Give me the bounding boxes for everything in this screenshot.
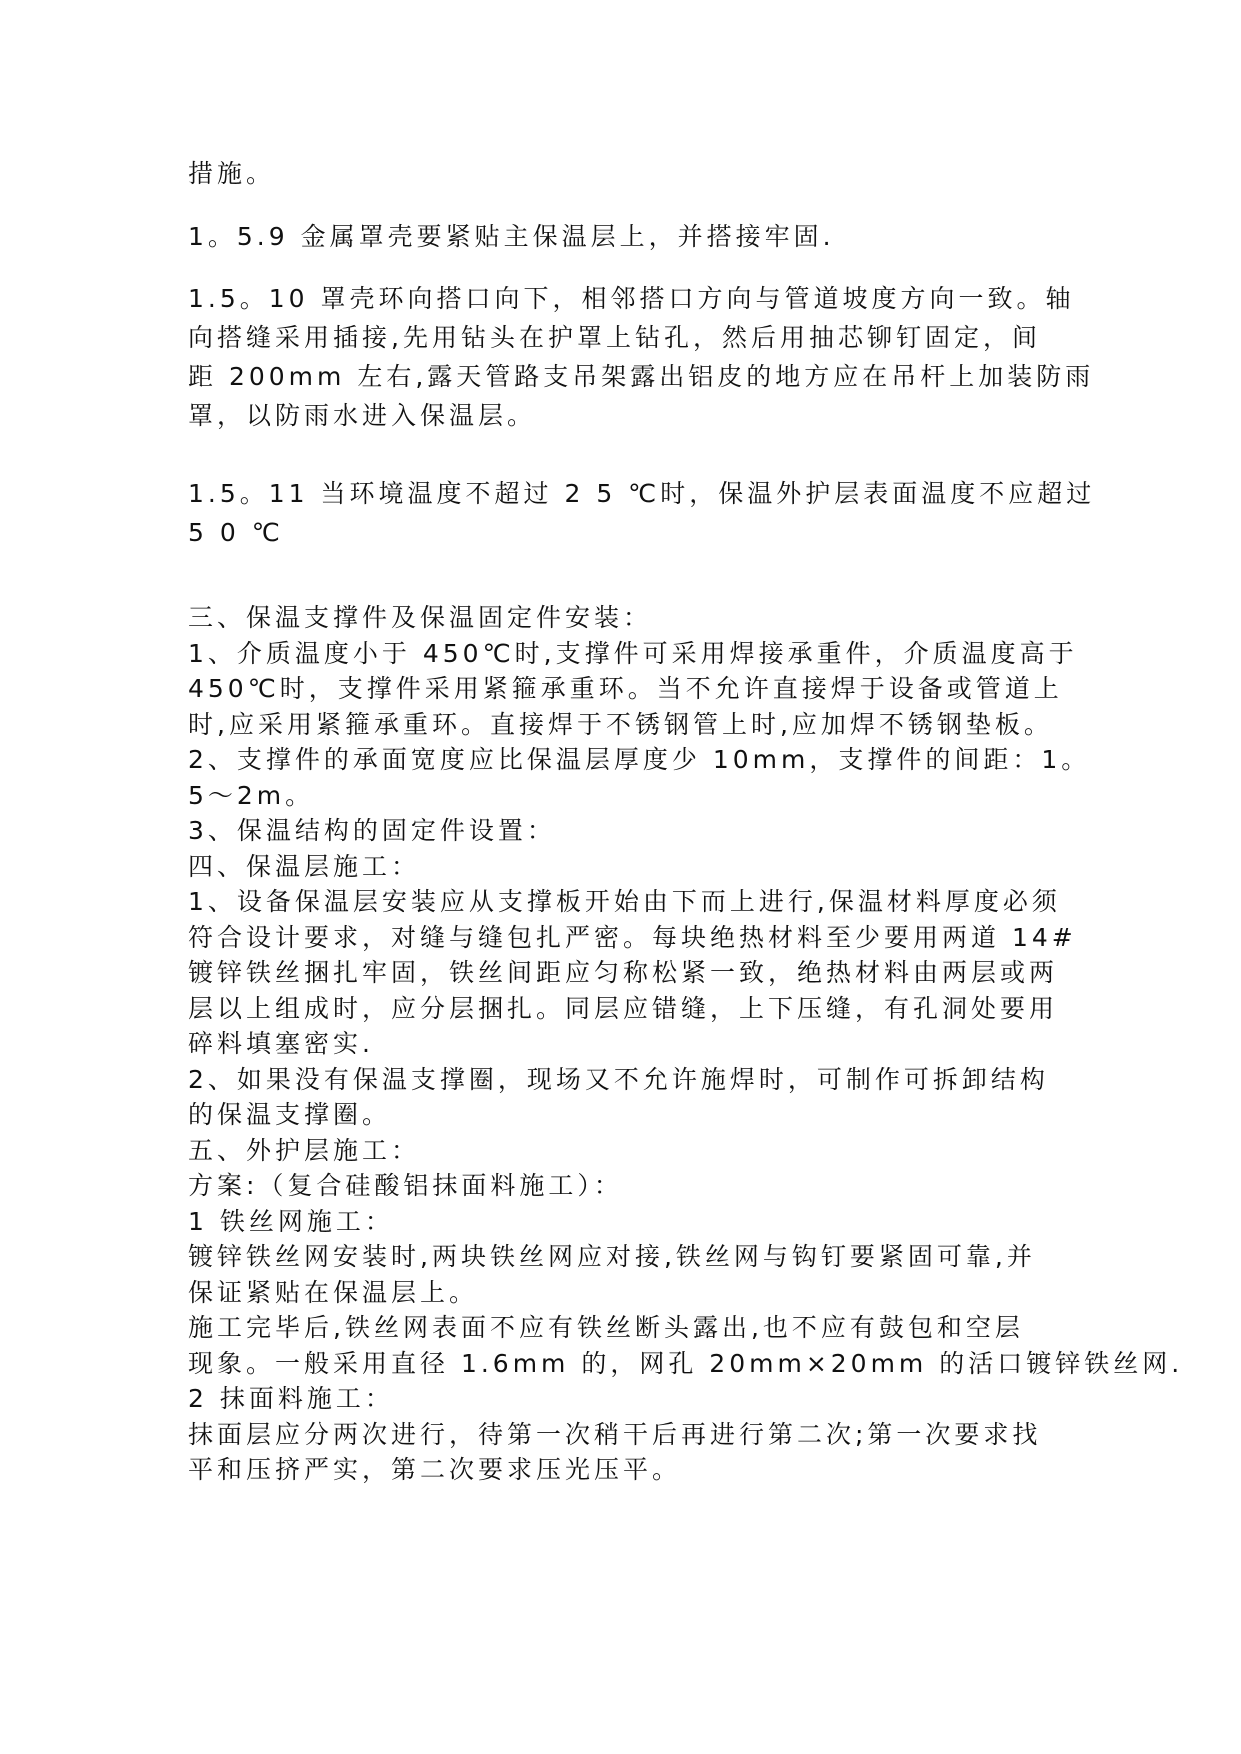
text-line: 2、如果没有保温支撑圈，现场又不允许施焊时，可制作可拆卸结构 — [188, 1064, 1049, 1094]
text-line: 方案:（复合硅酸铝抹面料施工）： — [188, 1171, 623, 1200]
text-line: 1.5。10 罩壳环向搭口向下，相邻搭口方向与管道坡度方向一致。轴 — [188, 284, 1075, 313]
paragraph-1-5-11 — [188, 474, 1095, 552]
paragraph-1-5-9 — [188, 217, 835, 256]
text-line: 碎料填塞密实. — [188, 1029, 374, 1058]
text-line: 符合设计要求，对缝与缝包扎严密。每块绝热材料至少要用两道 14# — [188, 922, 1077, 952]
text-line: 措施。 — [188, 159, 276, 188]
text-line: 1 铁丝网施工： — [188, 1206, 394, 1236]
text-line: 抹面层应分两次进行，待第一次稍干后再进行第二次;第一次要求找 — [188, 1419, 1042, 1449]
text-line: 镀锌铁丝捆扎牢固，铁丝间距应匀称松紧一致，绝热材料由两层或两 — [188, 958, 1059, 987]
text-line: 时,应采用紧箍承重环。直接焊于不锈钢管上时,应加焊不锈钢垫板。 — [188, 709, 1053, 739]
text-line: 1、设备保温层安装应从支撑板开始由下而上进行,保温材料厚度必须 — [188, 887, 1061, 916]
text-line: 的保温支撑圈。 — [188, 1100, 392, 1129]
text-line: 3、保温结构的固定件设置： — [188, 816, 556, 845]
text-line: 镀锌铁丝网安装时,两块铁丝网应对接,铁丝网与钩钉要紧固可靠,并 — [188, 1242, 1036, 1271]
text-line: 现象。一般采用直径 1.6mm 的，网孔 20mm×20mm 的活口镀锌铁丝网. — [188, 1348, 1184, 1378]
text-line: 1。5.9 金属罩壳要紧贴主保温层上，并搭接牢固. — [188, 222, 835, 251]
text-line: 1.5。11 当环境温度不超过 2 5 ℃时，保温外护层表面温度不应超过 — [188, 479, 1096, 508]
text-line: 450℃时，支撑件采用紧箍承重环。当不允许直接焊于设备或管道上 — [188, 674, 1063, 703]
text-line: 五、外护层施工： — [188, 1135, 421, 1165]
text-line: 5～2m。 — [188, 780, 315, 810]
text-line: 罩，以防雨水进入保温层。 — [188, 401, 537, 430]
text-line: 三、保温支撑件及保温固定件安装： — [188, 603, 653, 632]
text-line: 四、保温层施工： — [188, 851, 421, 881]
paragraph-1 — [188, 154, 275, 193]
text-line: 平和压挤严实，第二次要求压光压平。 — [188, 1455, 682, 1484]
paragraph-1-5-10 — [188, 279, 1094, 435]
text-line: 2 抹面料施工： — [188, 1384, 394, 1413]
text-line: 5 0 ℃ — [188, 518, 284, 547]
text-line: 施工完毕后,铁丝网表面不应有铁丝断头露出,也不应有鼓包和空层 — [188, 1313, 1024, 1342]
text-line: 距 200mm 左右,露天管路支吊架露出铝皮的地方应在吊杆上加装防雨 — [188, 362, 1095, 391]
text-line: 1、介质温度小于 450℃时,支撑件可采用焊接承重件，介质温度高于 — [188, 638, 1078, 668]
text-line: 2、支撑件的承面宽度应比保温层厚度少 10mm，支撑件的间距：1。 — [188, 745, 1091, 774]
text-line: 层以上组成时，应分层捆扎。同层应错缝，上下压缝，有孔洞处要用 — [188, 993, 1059, 1023]
text-line: 保证紧贴在保温层上。 — [188, 1277, 479, 1307]
section-body — [188, 600, 1183, 1488]
text-line: 向搭缝采用插接,先用钻头在护罩上钻孔，然后用抽芯铆钉固定，间 — [188, 323, 1041, 352]
